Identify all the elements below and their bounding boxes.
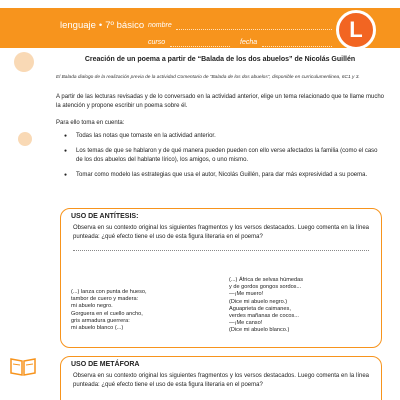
poem-fragment-left [71,289,147,332]
poem-line: (Dice mi abuelo blanco.) [229,327,290,334]
metaphor-title: USO DE METÁFORA [71,361,140,368]
subject-separator: • [98,20,103,31]
answer-line[interactable] [73,250,369,251]
poem-line: Aguaprieta de caimanes, [229,305,291,312]
list-item: ● Todas las notas que tomaste en la actividad anterior. [64,132,384,141]
consider-label: Para ello toma en cuenta: [56,120,125,126]
antithesis-title: USO DE ANTÍTESIS: [71,213,139,220]
date-field[interactable] [262,46,332,47]
poem-line: y de gordos gongos sordos... [229,284,302,291]
poem-line: verdes mañanas de cocos... [229,313,299,320]
document-title: Creación de un poema a partir de “Balada de los dos abuelos” de Nicolás Guillén [84,56,356,63]
list-item: ● Los temas de que se hablaron y de qué manera pueden pueden con ello verse afectados la familia (como el caso de los dos abuelos del hablante lírico), los amigos, o uno mismo. [64,147,384,165]
metaphor-box [60,356,382,400]
student-form [140,16,340,56]
antithesis-instruction: Observa en su contexto original los siguientes fragmentos y los versos destacados. Luego comenta en la línea punteada: ¿qué efecto tiene el uso de esta figura literaria en el poema? [73,225,369,240]
poem-line: mi abuelo negro. [71,303,113,310]
grade-name: 7º básico [105,20,145,31]
poem-line: (...) África de selvas húmedas [229,277,303,283]
subject-label [60,20,144,31]
name-label: nombre [148,22,172,29]
consider-list [56,132,384,180]
document-body [56,56,384,186]
intro-paragraph: A partir de las lecturas revisadas y de lo conversado en la actividad anterior, elige un tema relacionado que te llame mucho la atención y propone escribir un poema sobre él. [56,94,384,109]
name-field[interactable] [176,29,332,30]
poem-line: tambor de cuero y madera: [71,296,139,303]
course-field[interactable] [170,46,230,47]
antithesis-box [60,208,382,348]
poem-line: (...) lanza con punta de hueso, [71,289,147,295]
decorative-circle [18,132,32,146]
subject-name: lenguaje [60,20,96,31]
poem-line: (Dice mi abuelo negro.) [229,298,288,305]
metaphor-instruction: Observa en su contexto original los siguientes fragmentos y los versos destacados. Luego comenta en la línea punteada: ¿qué efecto tiene el uso de esta figura literaria en el poema? [73,373,369,388]
course-label: curso [148,39,166,46]
left-margin [0,0,48,400]
subject-logo: L [336,10,376,50]
poem-line: —¡Me muero! [229,291,264,298]
poem-fragment-right [229,277,303,335]
poem-line: Gorguera en el cuello ancho, [71,310,143,317]
list-item: ● Tomar como modelo las estrategias que usa el autor, Nicolás Guillén, para dar más expresividad a su poema. [64,171,384,180]
header-band [0,8,400,48]
book-icon [10,356,36,376]
decorative-circle [14,52,34,72]
date-label: fecha [240,39,258,46]
poem-line: —¡Me canso! [229,320,263,327]
poem-line: gris armadura guerrera: [71,317,130,324]
poem-line: mi abuelo blanco (...) [71,325,124,332]
source-note: El Balada dialogo de la realización previa de la actividad Comentario de “Balada de los dos abuelos”, disponible en curriculumenlinea, 6C1 y 3. [56,75,360,80]
